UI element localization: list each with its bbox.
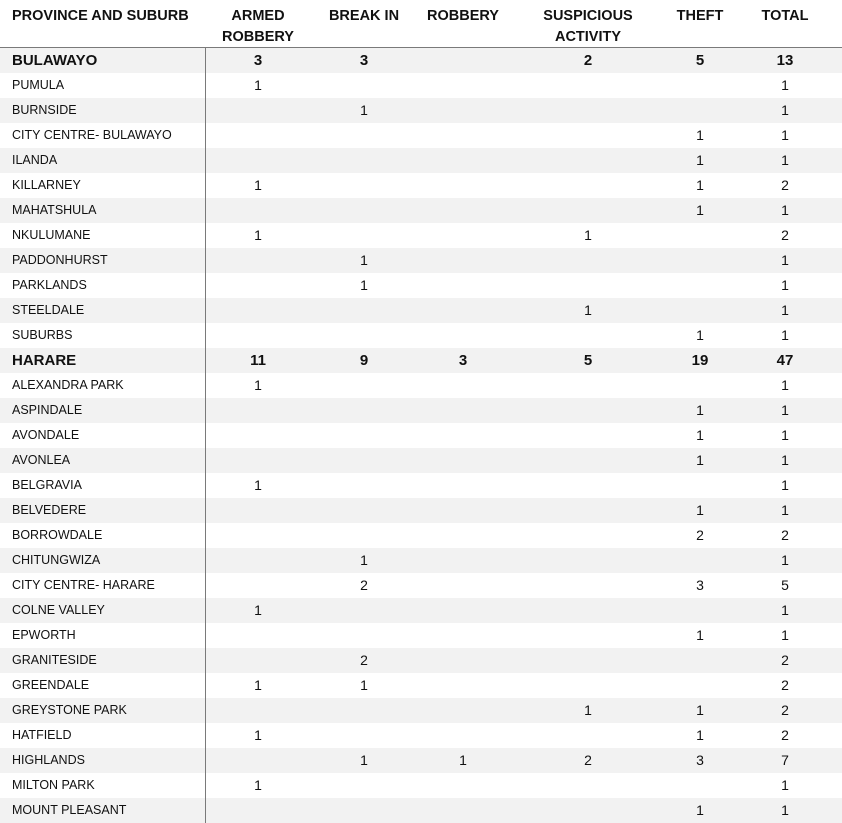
cell-total: 7 — [781, 752, 789, 768]
table-row — [0, 523, 842, 548]
cell-theft: 1 — [696, 702, 704, 718]
cell-break-in: 2 — [360, 652, 368, 668]
cell-theft: 2 — [696, 527, 704, 543]
suburb-name: ALEXANDRA PARK — [12, 378, 124, 392]
header-suspicious-activity: SUSPICIOUS ACTIVITY — [543, 8, 633, 45]
cell-theft: 3 — [696, 577, 704, 593]
suburb-name: STEELDALE — [12, 303, 85, 317]
cell-total: 1 — [781, 252, 789, 268]
suburb-name: MOUNT PLEASANT — [12, 803, 127, 817]
suburb-name: CITY CENTRE- HARARE — [12, 578, 155, 592]
province-row — [0, 48, 842, 73]
table-row — [0, 748, 842, 773]
cell-robbery: 1 — [459, 752, 467, 768]
cell-theft: 5 — [695, 52, 705, 69]
cell-total: 1 — [781, 202, 789, 218]
table-row — [0, 248, 842, 273]
cell-total: 2 — [781, 652, 789, 668]
cell-theft: 1 — [696, 427, 704, 443]
table-header — [0, 0, 842, 48]
suburb-name: GREENDALE — [12, 678, 90, 692]
cell-armed-robbery: 1 — [254, 727, 262, 743]
table-row — [0, 473, 842, 498]
cell-break-in: 9 — [359, 352, 369, 369]
cell-total: 1 — [781, 77, 789, 93]
header-province-suburb: PROVINCE AND SUBURB — [12, 8, 189, 24]
cell-theft: 1 — [696, 502, 704, 518]
province-name: HARARE — [12, 352, 77, 369]
suburb-name: EPWORTH — [12, 628, 76, 642]
cell-armed-robbery: 1 — [254, 602, 262, 618]
header-break-in: BREAK IN — [328, 8, 400, 24]
cell-total: 2 — [781, 527, 789, 543]
cell-theft: 1 — [696, 452, 704, 468]
cell-suspicious-activity: 2 — [584, 752, 592, 768]
cell-suspicious-activity: 1 — [584, 302, 592, 318]
table-row — [0, 648, 842, 673]
suburb-name: CITY CENTRE- BULAWAYO — [12, 128, 172, 142]
cell-total: 1 — [781, 427, 789, 443]
cell-total: 2 — [781, 702, 789, 718]
table-row — [0, 448, 842, 473]
cell-break-in: 1 — [360, 252, 368, 268]
cell-armed-robbery: 1 — [254, 377, 262, 393]
suburb-name: ASPINDALE — [12, 403, 83, 417]
suburb-name: HATFIELD — [12, 728, 72, 742]
header-total: TOTAL — [761, 8, 809, 24]
table-row — [0, 423, 842, 448]
cell-theft: 1 — [696, 152, 704, 168]
cell-total: 2 — [781, 227, 789, 243]
cell-theft: 3 — [696, 752, 704, 768]
cell-break-in: 3 — [359, 52, 369, 69]
cell-total: 1 — [781, 777, 789, 793]
suburb-name: GREYSTONE PARK — [12, 703, 127, 717]
cell-total: 2 — [781, 677, 789, 693]
suburb-name: AVONDALE — [12, 428, 80, 442]
cell-total: 47 — [776, 352, 794, 369]
table-row — [0, 273, 842, 298]
table-row — [0, 498, 842, 523]
table-row — [0, 573, 842, 598]
suburb-name: GRANITESIDE — [12, 653, 97, 667]
cell-theft: 1 — [696, 327, 704, 343]
cell-total: 1 — [781, 302, 789, 318]
cell-total: 5 — [781, 577, 789, 593]
cell-theft: 1 — [696, 802, 704, 818]
cell-armed-robbery: 1 — [254, 227, 262, 243]
table-row — [0, 773, 842, 798]
table-row — [0, 198, 842, 223]
suburb-name: BORROWDALE — [12, 528, 103, 542]
cell-armed-robbery: 1 — [254, 77, 262, 93]
suburb-name: PADDONHURST — [12, 253, 108, 267]
header-robbery: ROBBERY — [427, 8, 499, 24]
cell-total: 1 — [781, 602, 789, 618]
suburb-name: HIGHLANDS — [12, 753, 85, 767]
cell-armed-robbery: 3 — [253, 52, 263, 69]
cell-break-in: 1 — [360, 677, 368, 693]
suburb-name: AVONLEA — [12, 453, 71, 467]
table-row — [0, 98, 842, 123]
table-row — [0, 223, 842, 248]
cell-theft: 19 — [691, 352, 709, 369]
cell-total: 13 — [776, 52, 794, 69]
province-row — [0, 348, 842, 373]
suburb-name: CHITUNGWIZA — [12, 553, 101, 567]
table-row — [0, 298, 842, 323]
table-row — [0, 698, 842, 723]
cell-total: 1 — [781, 377, 789, 393]
cell-total: 2 — [781, 177, 789, 193]
cell-armed-robbery: 1 — [254, 677, 262, 693]
cell-theft: 1 — [696, 177, 704, 193]
table-row — [0, 123, 842, 148]
cell-total: 1 — [781, 277, 789, 293]
cell-theft: 1 — [696, 402, 704, 418]
header-theft: THEFT — [676, 8, 724, 24]
suburb-name: MAHATSHULA — [12, 203, 97, 217]
cell-total: 1 — [781, 552, 789, 568]
cell-theft: 1 — [696, 202, 704, 218]
cell-total: 1 — [781, 502, 789, 518]
table-row — [0, 673, 842, 698]
suburb-name: ILANDA — [12, 153, 58, 167]
cell-total: 1 — [781, 477, 789, 493]
cell-total: 1 — [781, 627, 789, 643]
cell-suspicious-activity: 2 — [583, 52, 593, 69]
cell-total: 1 — [781, 402, 789, 418]
suburb-name: KILLARNEY — [12, 178, 81, 192]
suburb-name: BELGRAVIA — [12, 478, 82, 492]
table-row — [0, 723, 842, 748]
table-row — [0, 548, 842, 573]
column-divider — [205, 47, 206, 823]
cell-armed-robbery: 1 — [254, 777, 262, 793]
suburb-name: PUMULA — [12, 78, 65, 92]
suburb-name: BURNSIDE — [12, 103, 77, 117]
cell-armed-robbery: 11 — [250, 352, 266, 369]
table-row — [0, 73, 842, 98]
suburb-name: COLNE VALLEY — [12, 603, 105, 617]
cell-robbery: 3 — [458, 352, 468, 369]
table-row — [0, 148, 842, 173]
suburb-name: SUBURBS — [12, 328, 73, 342]
cell-suspicious-activity: 1 — [584, 702, 592, 718]
table-row — [0, 798, 842, 823]
table-row — [0, 598, 842, 623]
table-row — [0, 323, 842, 348]
cell-total: 1 — [781, 327, 789, 343]
cell-theft: 1 — [696, 627, 704, 643]
table-row — [0, 623, 842, 648]
cell-total: 2 — [781, 727, 789, 743]
cell-suspicious-activity: 1 — [584, 227, 592, 243]
province-name: BULAWAYO — [12, 52, 98, 69]
cell-armed-robbery: 1 — [254, 477, 262, 493]
cell-total: 1 — [781, 152, 789, 168]
suburb-name: MILTON PARK — [12, 778, 95, 792]
cell-armed-robbery: 1 — [254, 177, 262, 193]
table-row — [0, 173, 842, 198]
cell-break-in: 1 — [360, 277, 368, 293]
suburb-name: PARKLANDS — [12, 278, 87, 292]
cell-total: 1 — [781, 102, 789, 118]
cell-total: 1 — [781, 127, 789, 143]
suburb-name: BELVEDERE — [12, 503, 87, 517]
cell-break-in: 1 — [360, 552, 368, 568]
cell-break-in: 1 — [360, 752, 368, 768]
cell-theft: 1 — [696, 127, 704, 143]
suburb-name: NKULUMANE — [12, 228, 91, 242]
cell-suspicious-activity: 5 — [583, 352, 593, 369]
table-row — [0, 398, 842, 423]
cell-break-in: 1 — [360, 102, 368, 118]
cell-break-in: 2 — [360, 577, 368, 593]
cell-theft: 1 — [696, 727, 704, 743]
cell-total: 1 — [781, 452, 789, 468]
table-row — [0, 373, 842, 398]
cell-total: 1 — [781, 802, 789, 818]
header-armed-robbery: ARMED ROBBERY — [222, 8, 294, 45]
